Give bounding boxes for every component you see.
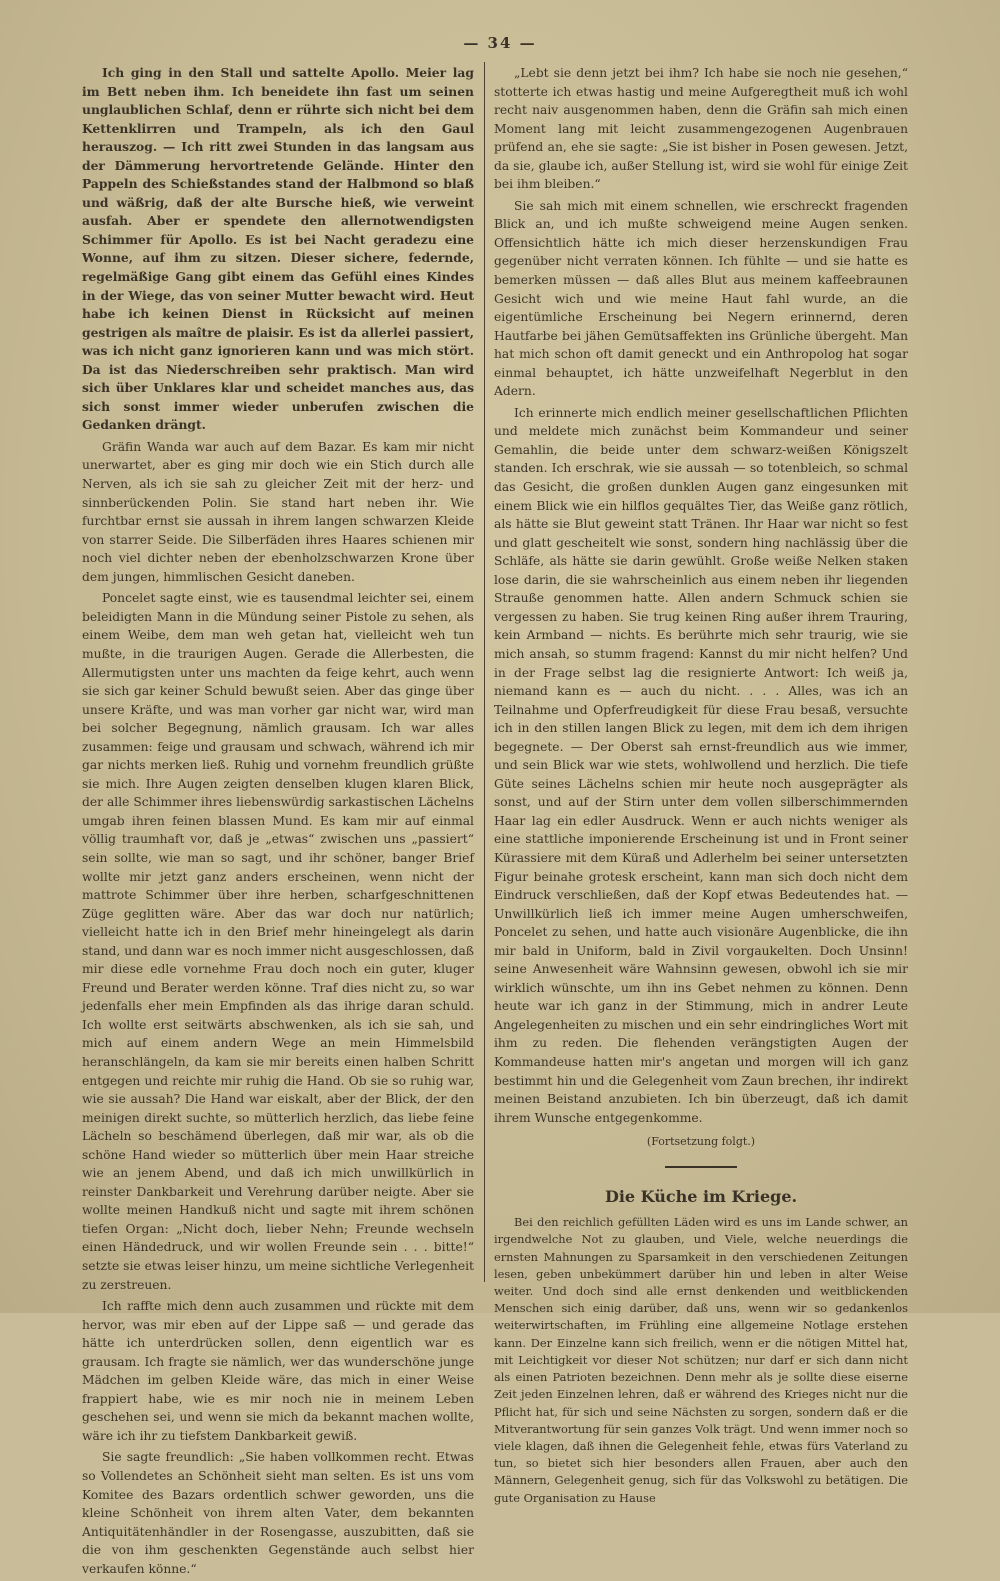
paragraph: Sie sah mich mit einem schnellen, wie erschreckt fragenden Blick an, und ich mußte schweigend meine Augen senken. Offensichtlich hätte ich mich dieser herzenskundigen Frau gegenüber nicht verraten können. Ich fühlte — und sie hatte es bemerken müssen — daß alles Blut aus meinem kaffeebraunen Gesicht wich und wie meine Haut fahl wurde, an die eigentümliche Erscheinung bei Negern erinnernd, deren Hautfarbe bei jähen Gemütsaffekten ins Grünliche übergeht. Man hat mich schon oft damit geneckt und ein Anthropolog hat sogar einmal behauptet, ich hätte unzweifelhaft Negerblut in den Adern.	[494, 198, 908, 399]
paragraph: Sie sagte freundlich: „Sie haben vollkommen recht. Etwas so Vollendetes an Schönheit sieht man selten. Es ist uns vom Komitee des Bazars ordentlich schwer geworden, uns die kleine Schönheit von ihrem alten Vater, dem bekannten Antiquitätenhändler in der Rosengasse, auszubitten, daß sie die von ihm geschenkten Gegenstände auch selbst hier verkaufen könne.“	[82, 1450, 474, 1576]
article-paragraph: Bei den reichlich gefüllten Läden wird es uns im Lande schwer, an irgendwelche Not zu glauben, und Viele, welche neuerdings die ernsten Mahnungen zu Sparsamkeit in den verschiedenen Zeitungen lesen, geben unbekümmert darüber hin und leben in alter Weise weiter. Und doch sind alle ernst denkenden und weitblickenden Menschen sich einig darüber, daß uns, wenn wir so gedankenlos weiterwirtschaften, im Frühling eine allgemeine Notlage erstehen kann. Der Einzelne kann sich freilich, wenn er die nötigen Mittel hat, mit Leichtigkeit vor dieser Not schützen; nur darf er sich dann nicht als einen Patrioten bezeichnen. Denn mehr als je sollte diese eiserne Zeit jeden Einzelnen lehren, daß er während des Krieges nicht nur die Pflicht hat, für sich und seine Nächsten zu sorgen, sondern daß er die Mitverantwortung für sein ganzes Volk trägt. Und wenn immer noch so viele klagen, daß ihnen die Gelegenheit fehle, etwas fürs Vaterland zu tun, so bietet sich hier besonders allen Frauen, aber auch den Männern, Gelegenheit genug, sich für das Volkswohl zu betätigen. Die gute Organisation zu Hause	[494, 1215, 908, 1505]
paragraph: Poncelet sagte einst, wie es tausendmal leichter sei, einem beleidigten Mann in die Mündung seiner Pistole zu sehen, als einem Weibe, dem man weh getan hat, vielleicht weh tun mußte, in die traurigen Augen. Gerade die Allerbesten, die Allermutigsten unter uns machten da feige kehrt, auch wenn sie sich gar keiner Schuld bewußt seien. Aber das ginge über unsere Kräfte, und was man vorher gar nicht war, wird man bei solcher Begegnung, nämlich grausam. Ich war alles zusammen: feige und grausam und schwach, während ich mir gar nichts merken ließ. Ruhig und vornehm freundlich grüßte sie mich. Ihre Augen zeigten denselben klugen klaren Blick, der alle Schimmer ihres liebenswürdig sarkastischen Lächelns umgab ihren feinen blassen Mund. Es kam mir auf einmal völlig traumhaft vor, daß je „etwas“ zwischen uns „passiert“ sein sollte, wie man so sagt, und ihr schöner, banger Brief wollte mir jetzt ganz anders erscheinen, wenn nicht der mattrote Schimmer über ihre herben, scharfgeschnittenen Züge geglitten wäre. Aber das war doch nur natürlich; vielleicht hatte ich in den Brief mehr hineingelegt als darin stand, und dann war es noch immer nicht ausgeschlossen, daß mir diese edle vornehme Frau doch noch ein guter, kluger Freund und Berater werden könne. Traf dies nicht zu, so war jedenfalls eher mein Empfinden als das ihrige daran schuld. Ich wollte erst seitwärts abschwenken, als ich sie sah, und mich auf einem andern Wege an mein Himmelsbild heranschlängeln, da kam sie mir bereits einen halben Schritt entgegen und reichte mir ruhig die Hand. Ob sie so ruhig war, wie sie aussah? Die Hand war eiskalt, aber der Blick, der den meinigen direkt suchte, so mütterlich herzlich, das liebe feine Lächeln so beschämend überlegen, daß mir war, als ob die schöne Hand wieder so mütterlich über mein Haar streiche wie an jenem Abend, und daß ich mich unwillkürlich in reinster Dankbarkeit und Verehrung darüber neigte. Aber sie wollte meinen Handkuß nicht und sagte mit ihrem schönen tiefen Organ: „Nicht doch, lieber Nehn; Freunde wechseln einen Händedruck, und wir wollen Freunde sein . . . bitte!“ setzte sie etwas leiser hinzu, um meine sichtliche Verlegenheit zu zerstreuen.	[82, 591, 474, 1292]
column-divider	[484, 62, 485, 1282]
continuation-note: (Fortsetzung folgt.)	[646, 1135, 756, 1149]
page-number: — 34 —	[463, 34, 537, 52]
paragraph: Ich ging in den Stall und sattelte Apollo. Meier lag im Bett neben ihm. Ich beneidete ihn fast um seinen unglaublichen Schlaf, denn er rührte sich nicht bei dem Kettenklirren und Trampeln, als ich den Gaul herauszog. — Ich ritt zwei Stunden in das langsam aus der Dämmerung hervortretende Gelände. Hinter den Pappeln des Schießstandes stand der Halbmond so blaß und wäßrig, daß der alte Bursche hieß, wie verweint ausfah. Aber er spendete den allernotwendigsten Schimmer für Apollo. Es ist bei Nacht geradezu eine Wonne, auf ihm zu sitzen. Dieser sichere, federnde, regelmäßige Gang gibt einem das Gefühl eines Kindes in der Wiege, das von seiner Mutter bewacht wird. Heut habe ich keinen Dienst in Rücksicht auf meinen gestrigen als maître de plaisir. Es ist da allerlei passiert, was ich nicht ganz ignorieren kann und was mich stört. Da ist das Niederschreiben sehr praktisch. Man wird sich über Unklares klar und scheidet manches aus, das sich sonst immer wieder unberufen zwischen die Gedanken drängt.	[82, 65, 474, 433]
paragraph: Ich raffte mich denn auch zusammen und rückte mit dem hervor, was mir eben auf der Lippe saß — und gerade das hätte ich unterdrücken sollen, denn eigentlich war es grausam. Ich fragte sie nämlich, wer das wunderschöne junge Mädchen im gelben Kleide wäre, das mich in einer Weise frappiert habe, wie es mir noch nie in meinem Leben geschehen sei, und wenn sie mich da bekannt machen wollte, wäre ich ihr zu tiefstem Dankbarkeit gewiß.	[82, 1299, 474, 1443]
paragraph: Ich erinnerte mich endlich meiner gesellschaftlichen Pflichten und meldete mich zunächst beim Kommandeur und seiner Gemahlin, die beide unter dem schwarz-weißen Königszelt standen. Ich erschrak, wie sie aussah — so totenbleich, so schmal das Gesicht, die großen dunklen Augen ganz eingesunken mit einem Blick wie ein hilflos gequältes Tier, das Weiße ganz rötlich, als hätte sie Blut geweint statt Tränen. Ihr Haar war nicht so fest und glatt gescheitelt wie sonst, sondern hing nachlässig über die Schläfe, als hätte sie darin gewühlt. Große weiße Nelken staken lose darin, die sie wahrscheinlich aus einem neben ihr liegenden Strauße genommen hatte. Allen andern Schmuck schien sie vergessen zu haben. Sie trug keinen Ring außer ihrem Trauring, kein Armband — nichts. Es berührte mich sehr traurig, wie sie mich ansah, so stumm fragend: Kannst du mir nicht helfen? Und in der Frage selbst lag die resignierte Antwort: Ich weiß ja, niemand kann es — auch du nicht. . . . Alles, was ich an Teilnahme und Opferfreudigkeit für diese Frau besaß, versuchte ich in den stillen langen Blick zu legen, mit dem ich dem ihrigen begegnete. — Der Oberst sah ernst-freundlich aus wie immer, und sein Blick war wie stets, wohlwollend und herzlich. Die tiefe Güte seines Lächelns schien mir heute noch ausgeprägter als sonst, und auf der Stirn unter dem vollen silberschimmernden Haar lag ein edler Ausdruck. Wenn er auch nichts weniger als eine stattliche imponierende Erscheinung ist und in Front seiner Kürassiere mit dem Küraß und Adlerhelm bei seiner untersetzten Figur beinahe grotesk erscheint, kann man sich doch nicht dem Eindruck verschließen, daß der Kopf etwas Bedeutendes hat. — Unwillkürlich ließ ich immer meine Augen umherschweifen, Poncelet zu sehen, und hatte auch visionäre Augenblicke, die ihn mir bald in Uniform, bald in Zivil vorgaukelten. Doch Unsinn! seine Anwesenheit wäre Wahnsinn gewesen, obwohl ich sie mir wirklich wünschte, um ihn ins Gebet nehmen zu können. Denn heute war ich ganz in der Stimmung, mich in andrer Leute Angelegenheiten zu mischen und ein sehr eindringliches Wort mit ihm zu reden. Die flehenden verängstigten Augen der Kommandeuse hatten mir's angetan und morgen will ich ganz bestimmt hin und die Gelegenheit vom Zaun brechen, ihr indirekt meinen Beistand anzubieten. Ich bin überzeugt, daß ich damit ihrem Wunsche entgegenkomme.	[494, 405, 908, 1125]
paragraph: „Lebt sie denn jetzt bei ihm? Ich habe sie noch nie gesehen,“ stotterte ich etwas hastig und meine Aufgeregtheit muß ich wohl recht naiv ausgenommen haben, denn die Gräfin sah mich einen Moment lang mit leicht zusammengezogenen Augenbrauen prüfend an, ehe sie sagte: „Sie ist bisher in Posen gewesen. Jetzt, da sie, glaube ich, außer Stellung ist, wird sie wohl für einige Zeit bei ihm bleiben.“	[494, 66, 908, 192]
left-column	[82, 64, 474, 1581]
paragraph: Gräfin Wanda war auch auf dem Bazar. Es kam mir nicht unerwartet, aber es ging mir doch wie ein Stich durch alle Nerven, als ich sie sah zu gleicher Zeit mit der herz- und sinnberückenden Polin. Sie stand hart neben ihr. Wie furchtbar ernst sie aussah in ihrem langen schwarzen Kleide von starrer Seide. Die Silberfäden ihres Haares schienen mir noch viel dichter neben der ebenholzschwarzen Krone über dem jungen, himmlischen Gesicht daneben.	[82, 439, 474, 584]
article-title: Die Küche im Kriege.	[604, 1186, 798, 1206]
short-divider	[665, 1166, 737, 1168]
right-column	[494, 64, 908, 1510]
